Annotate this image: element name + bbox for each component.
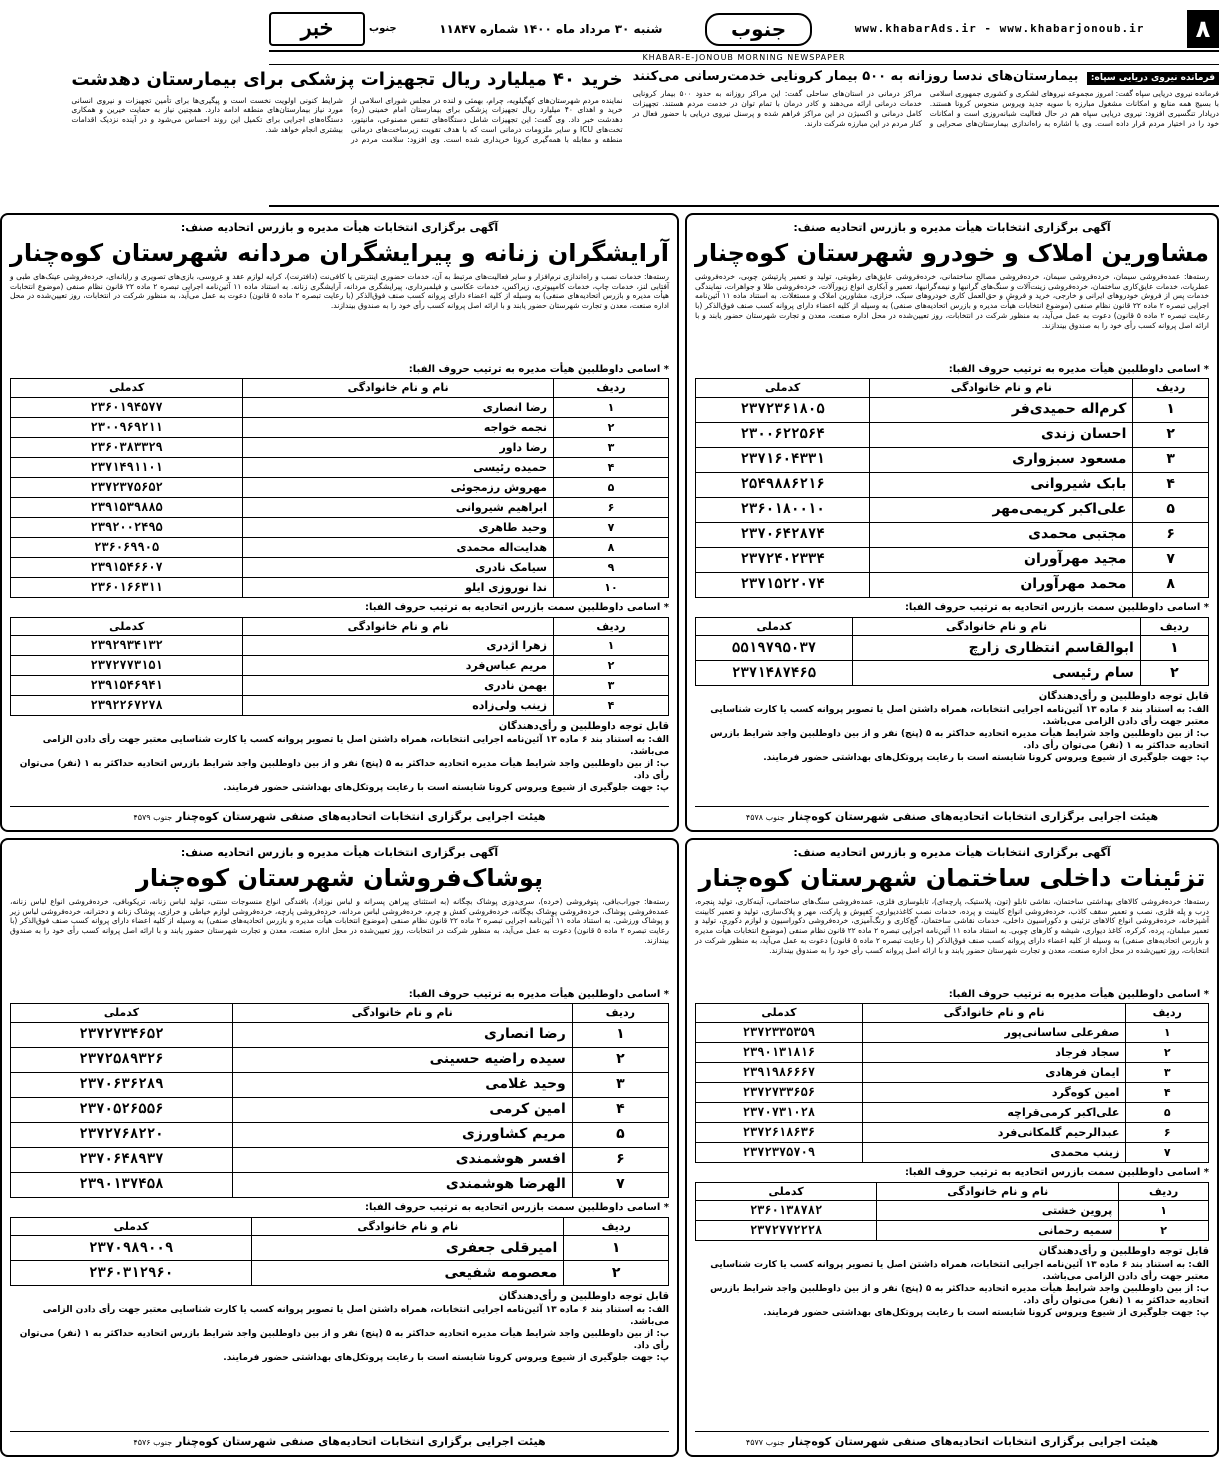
signature-text: هیئت اجرایی برگزاری انتخابات اتحادیه‌های صنفی شهرستان کوه‌چنار [176, 1435, 546, 1449]
inspector-list-heading: * اسامی داوطلبین سمت بازرس اتحادیه به ترتیب حروف الفبا: [904, 602, 1209, 613]
candidate-name: نجمه خواجه [243, 418, 554, 438]
candidate-name: احسان زندی [870, 423, 1133, 448]
ad-stamp: جنوب ۴۵۷۶ [133, 1438, 173, 1448]
ads-grid [10, 213, 1219, 1457]
table-row [11, 498, 669, 518]
signature [695, 1431, 1209, 1449]
candidate-table [695, 1003, 1209, 1163]
national-code: ۲۳۷۲۳۶۱۸۰۵ [696, 398, 870, 423]
col-code: کدملی [696, 379, 870, 398]
col-code: کدملی [11, 1217, 252, 1236]
row-number: ۲ [553, 656, 668, 676]
row-number: ۱ [553, 636, 668, 656]
col-code: کدملی [696, 1182, 877, 1201]
table-row [696, 548, 1209, 573]
table-row [11, 1148, 669, 1173]
election-ad [0, 213, 679, 832]
candidate-table [695, 378, 1209, 598]
candidate-table [10, 378, 669, 598]
table-row [11, 1073, 669, 1098]
national-code: ۲۳۶۰۱۹۴۵۷۷ [11, 398, 243, 418]
candidate-name: بهمن نادری [243, 676, 554, 696]
candidate-name: صفرعلی ساسانی‌پور [862, 1023, 1126, 1043]
row-number: ۱ [564, 1236, 669, 1261]
table-row [696, 398, 1209, 423]
table-row [11, 438, 669, 458]
ad-title: تزئینات داخلی ساختمان شهرستان کوه‌چنار [698, 863, 1206, 892]
table-row [696, 1063, 1209, 1083]
ad-stamp: جنوب ۴۵۷۹ [133, 813, 173, 823]
rule-a: الف: به استناد بند ۶ ماده ۱۳ آئین‌نامه اجرایی انتخابات، همراه داشتن اصل یا تصویر پروانه کسب یا کارت شناسایی معتبر جهت رأی دادن الزامی می‌باشد. [710, 1259, 1209, 1282]
row-number: ۱ [1140, 636, 1208, 661]
signature [10, 806, 669, 824]
col-row: ردیف [1140, 617, 1208, 636]
table-row [696, 448, 1209, 473]
signature [10, 1431, 669, 1449]
col-name: نام و نام خانوادگی [232, 1004, 572, 1023]
candidate-name: وحید غلامی [232, 1073, 572, 1098]
table-row [11, 578, 669, 598]
national-code: ۲۳۷۰۶۴۲۸۷۴ [696, 523, 870, 548]
rule-c: پ: جهت جلوگیری از شیوع ویروس کرونا شایسته است با رعایت پروتکل‌های بهداشتی حضور فرمایند. [223, 1353, 670, 1364]
national-code: ۲۳۷۱۵۲۲۰۷۴ [696, 573, 870, 598]
inspector-list-heading: * اسامی داوطلبین سمت بازرس اتحادیه به ترتیب حروف الفبا: [364, 1202, 670, 1213]
ad-scope-text: رسته‌ها: خدمات نصب و راه‌اندازی نرم‌افزار و سایر فعالیت‌های مرتبط به آن، خدمات حضوری اینترنتی یا کافی‌نت (دافترنت)، کرایه لوازم عقد و عروسی، بازی‌های تصویری و رایانه‌ای، خرده‌فروشی عینک‌های طبی و آفتابی لنز، خدمات چاپ، خدمات کامپیوتری، زیراکس، خدمات عکاسی و فیلمبرداری، پیرایشگری مردانه، آرایشگری زنانه. [10, 271, 670, 291]
notice-heading: قابل توجه داوطلبین و رأی‌دهندگان [498, 1291, 670, 1303]
row-number: ۶ [1126, 1123, 1209, 1143]
candidate-name: علی‌اکبر کرمی‌قراچه [862, 1103, 1126, 1123]
row-number: ۲ [553, 418, 668, 438]
table-row [11, 538, 669, 558]
candidate-name: سیامک نادری [243, 558, 554, 578]
candidate-name: رضا انصاری [243, 398, 554, 418]
row-number: ۱ [1133, 398, 1209, 423]
rule-a: الف: به استناد بند ۶ ماده ۱۳ آئین‌نامه اجرایی انتخابات، همراه داشتن اصل یا تصویر پروانه کسب یا کارت شناسایی معتبر جهت رأی دادن الزامی می‌باشد. [710, 704, 1209, 727]
national-code: ۲۳۷۰۷۳۱۰۲۸ [696, 1103, 863, 1123]
col-code: کدملی [11, 617, 243, 636]
col-row: ردیف [553, 617, 668, 636]
table-row [11, 518, 669, 538]
row-number: ۶ [553, 498, 668, 518]
national-code: ۲۳۹۲۲۶۷۲۷۸ [11, 696, 243, 716]
inspector-list-heading: * اسامی داوطلبین سمت بازرس اتحادیه به ترتیب حروف الفبا: [364, 602, 670, 613]
site-urls[interactable]: www.khabarAds.ir - www.khabarjonoub.ir [854, 22, 1145, 36]
col-code: کدملی [11, 1004, 233, 1023]
table-row [696, 523, 1209, 548]
row-number: ۸ [553, 538, 668, 558]
table-header [696, 617, 1209, 636]
table-row [696, 473, 1209, 498]
col-name: نام و نام خانوادگی [252, 1217, 564, 1236]
candidate-name: ایمان فرهادی [862, 1063, 1126, 1083]
national-code: ۲۳۰۰۶۲۲۵۶۴ [696, 423, 870, 448]
national-code: ۲۳۷۰۵۲۶۵۵۶ [11, 1098, 233, 1123]
row-number: ۳ [1126, 1063, 1209, 1083]
ad-scope [10, 897, 669, 985]
candidate-name: الهرضا هوشمندی [232, 1173, 572, 1198]
candidate-name: امیرقلی جعفری [252, 1236, 564, 1261]
news-kicker: فرمانده نیروی دریایی سپاه: [1087, 72, 1219, 85]
table-row [11, 696, 669, 716]
national-code: ۲۳۶۰۳۸۳۳۲۹ [11, 438, 243, 458]
national-code: ۲۳۷۲۷۳۳۶۵۶ [696, 1083, 863, 1103]
ad-election-text: به استناد ماده ۱۱ آئین‌نامه اجرایی تبصره ۲ ماده ۲۲ قانون نظام صنفی (موضوع انتخابات هیأت مدیره و بازرس اتحادیه‌های صنفی) به وسیله از کلیه اعضاء دارای پروانه کسب صنف فوق‌الذکر (با رعایت تبصره ۲ ماده ۵ قانون) دعوت به عمل می‌آید، به منظور شرکت در انتخابات، روز تعیین‌شده در محل اداره صنعت، معدن و تجارت شهرستان حضور یابند و با ارائه اصل پروانه کسب رأی خود را به صندوق بیندازند. [695, 926, 1209, 955]
candidate-name: پروین خشتی [877, 1201, 1119, 1221]
ad-scope-text: رسته‌ها: خرده‌فروشی کالاهای بهداشتی ساختمان، نقاشی تابلو (تون، پلاستیک، پارچه‌ای)، تابلوسازی فلزی، عمده‌فروشی سنگ‌های ساختمانی، آینه‌کاری، تولید پنجره، درب و پله فلزی، نصب و تعمیر سقف کاذب، خرده‌فروشی انواع کابینت و پرده، خدمات نصب کاغذدیواری، کفپوش و پارکت، مهر و پلاک‌سازی، تولید و تعمیر کابینت آشپزخانه، خرده‌فروشی انواع کالاهای تزئینی و دکوراسیون داخلی، خدمات نقاشی ساختمان، گچ‌کاری و رنگ‌آمیزی، خرده‌فروشی دکوراسیون و لوازم دکوری، تولید و تعمیر مبلمان، پرده، کرکره، کاغذ دیواری، شیشه و کارهای چوبی. [695, 896, 1209, 935]
row-number: ۲ [572, 1048, 668, 1073]
national-code: ۲۳۷۲۴۰۲۳۳۴ [696, 548, 870, 573]
national-code: ۲۳۷۲۳۷۵۷۰۹ [696, 1143, 863, 1163]
table-row [11, 1236, 669, 1261]
national-code: ۲۳۷۱۶۰۴۳۳۱ [696, 448, 870, 473]
candidate-name: ابراهیم شیروانی [243, 498, 554, 518]
row-number: ۹ [553, 558, 668, 578]
row-number: ۴ [553, 458, 668, 478]
col-row: ردیف [572, 1004, 668, 1023]
newspaper-logo [269, 12, 397, 46]
rule-c: پ: جهت جلوگیری از شیوع ویروس کرونا شایسته است با رعایت پروتکل‌های بهداشتی حضور فرمایند. [223, 783, 670, 794]
table-row [11, 558, 669, 578]
table-header [696, 379, 1209, 398]
col-name: نام و نام خانوادگی [243, 617, 554, 636]
row-number: ۴ [1126, 1083, 1209, 1103]
page-number: ۸ [1187, 10, 1219, 48]
candidate-name: مجید مهرآوران [870, 548, 1133, 573]
table-row [11, 418, 669, 438]
notice-heading: قابل توجه داوطلبین و رأی‌دهندگان [498, 721, 670, 733]
table-row [11, 1123, 669, 1148]
row-number: ۱ [553, 398, 668, 418]
candidate-name: هدایت‌اله محمدی [243, 538, 554, 558]
national-code: ۲۳۹۰۱۳۱۸۱۶ [696, 1043, 863, 1063]
signature [695, 806, 1209, 824]
ad-stamp: جنوب ۴۵۷۸ [745, 813, 785, 823]
row-number: ۷ [1126, 1143, 1209, 1163]
candidate-name: مریم کشاورزی [232, 1123, 572, 1148]
candidate-name: سجاد فرجاد [862, 1043, 1126, 1063]
col-row: ردیف [1126, 1004, 1209, 1023]
logo-sub: جنوب [369, 22, 397, 34]
national-code: ۲۳۶۰۶۹۹۰۵ [11, 538, 243, 558]
row-number: ۴ [553, 696, 668, 716]
col-name: نام و نام خانوادگی [862, 1004, 1126, 1023]
table-row [696, 498, 1209, 523]
national-code: ۲۳۷۰۶۳۶۲۸۹ [11, 1073, 233, 1098]
ad-kicker: آگهی برگزاری انتخابات هیأت مدیره و بازرس اتحادیه صنف: [793, 846, 1111, 859]
national-code: ۲۳۷۲۷۷۳۱۵۱ [11, 656, 243, 676]
national-code: ۲۳۷۰۶۴۸۹۳۷ [11, 1148, 233, 1173]
table-row [696, 1083, 1209, 1103]
row-number: ۷ [1133, 548, 1209, 573]
row-number: ۲ [1133, 423, 1209, 448]
table-row [11, 398, 669, 418]
col-row: ردیف [564, 1217, 669, 1236]
dateline: شنبه ۳۰ مرداد ماه ۱۴۰۰ شماره ۱۱۸۴۷ [439, 21, 663, 36]
candidate-name: رضا انصاری [232, 1023, 572, 1048]
table-header [11, 617, 669, 636]
candidate-name: محمد مهرآوران [870, 573, 1133, 598]
candidate-table [695, 1182, 1209, 1242]
row-number: ۳ [553, 676, 668, 696]
national-code: ۲۳۶۰۱۸۰۰۱۰ [696, 498, 870, 523]
candidate-name: وحید طاهری [243, 518, 554, 538]
candidate-name: افسر هوشمندی [232, 1148, 572, 1173]
election-ad [0, 838, 679, 1457]
news-strip [71, 65, 1219, 207]
col-name: نام و نام خانوادگی [853, 617, 1141, 636]
row-number: ۷ [553, 518, 668, 538]
col-name: نام و نام خانوادگی [870, 379, 1133, 398]
row-number: ۱۰ [553, 578, 668, 598]
national-code: ۲۳۹۰۱۳۷۴۵۸ [11, 1173, 233, 1198]
ad-scope [695, 897, 1209, 985]
row-number: ۲ [1126, 1043, 1209, 1063]
rule-b: ب: از بین داوطلبین واجد شرایط هیأت مدیره اتحادیه حداکثر به ۵ (پنج) نفر و از بین داوطلبین واجد شرایط بازرس اتحادیه حداکثر به ۱ (نفر) می‌توان رأی داد. [19, 759, 670, 782]
table-row [11, 676, 669, 696]
row-number: ۱ [1119, 1201, 1209, 1221]
table-row [696, 1043, 1209, 1063]
table-row [11, 458, 669, 478]
row-number: ۲ [1140, 661, 1208, 686]
table-row [696, 636, 1209, 661]
table-row [11, 478, 669, 498]
national-code: ۲۳۷۲۳۳۵۳۵۹ [696, 1023, 863, 1043]
board-list-heading: * اسامی داوطلبین هیأت مدیره به ترتیب حروف الفبا: [948, 988, 1209, 1000]
board-list-heading: * اسامی داوطلبین هیأت مدیره به ترتیب حروف الفبا: [948, 363, 1209, 375]
row-number: ۱ [572, 1023, 668, 1048]
row-number: ۲ [1119, 1221, 1209, 1241]
row-number: ۷ [572, 1173, 668, 1198]
table-row [11, 636, 669, 656]
row-number: ۵ [1126, 1103, 1209, 1123]
table-row [696, 573, 1209, 598]
candidate-name: مهروش رزمجوئی [243, 478, 554, 498]
candidate-name: زهرا اژدری [243, 636, 554, 656]
table-row [696, 1201, 1209, 1221]
national-code: ۲۳۷۲۷۶۸۲۲۰ [11, 1123, 233, 1148]
col-row: ردیف [1133, 379, 1209, 398]
national-code: ۲۳۷۲۶۱۸۶۳۶ [696, 1123, 863, 1143]
inspector-list-heading: * اسامی داوطلبین سمت بازرس اتحادیه به ترتیب حروف الفبا: [904, 1167, 1209, 1178]
rule-b: ب: از بین داوطلبین واجد شرایط هیأت مدیره اتحادیه حداکثر به ۵ (پنج) نفر و از بین داوطلبین واجد شرایط بازرس اتحادیه حداکثر به ۱ (نفر) می‌توان رأی داد. [710, 1284, 1209, 1307]
notice-heading: قابل توجه داوطلبین و رأی‌دهندگان [1038, 691, 1209, 703]
candidate-name: مجتبی محمدی [870, 523, 1133, 548]
candidate-name: سیده راضیه حسینی [232, 1048, 572, 1073]
ad-title: مشاورین املاک و خودرو شهرستان کوه‌چنار [695, 238, 1209, 267]
ad-scope-text: رسته‌ها: عمده‌فروشی سیمان، خرده‌فروشی سیمان، خرده‌فروشی مصالح ساختمانی، خرده‌فروشی عایق‌های رطوبتی، تولید و تعمیر پارتیشن چوبی، خرده‌فروشی عطریات، خدمات عایق‌کاری ساختمان، خرده‌فروشی زینت‌آلات و سنگ‌های گرانبها و نیمه‌گرانبها، تعمیر و آبکاری انواع زیورآلات، خرده‌فروشی طلا و جواهرات، نمایندگی خدمات پس از فروش خودروهای ایرانی و خارجی، خرید و فروش و حق‌العمل کاری خودروهای سبک، خزازی، مشاورین املاک و مستغلات. [695, 271, 1209, 301]
row-number: ۴ [1133, 473, 1209, 498]
candidate-name: زینب ولی‌زاده [243, 696, 554, 716]
col-code: کدملی [696, 1004, 863, 1023]
col-code: کدملی [11, 379, 243, 398]
national-code: ۲۳۹۱۵۴۶۹۴۱ [11, 676, 243, 696]
table-row [696, 1123, 1209, 1143]
table-header [696, 1004, 1209, 1023]
ad-election-text: به استناد ماده ۱۱ آئین‌نامه اجرایی تبصره ۲ ماده ۲۲ قانون نظام صنفی (موضوع انتخابات هیأت مدیره و بازرس اتحادیه‌های صنفی) به وسیله از کلیه اعضاء دارای پروانه کسب صنف فوق‌الذکر (با رعایت تبصره ۲ ماده ۵ قانون) دعوت به عمل می‌آید، به منظور شرکت در انتخابات، روز تعیین‌شده در محل اداره صنعت، معدن و تجارت شهرستان حضور یابند و با ارائه اصل پروانه کسب رأی خود را به صندوق بیندازند. [695, 291, 1210, 330]
national-code: ۲۳۷۰۹۸۹۰۰۹ [11, 1236, 252, 1261]
rule-c: پ: جهت جلوگیری از شیوع ویروس کرونا شایسته است با رعایت پروتکل‌های بهداشتی حضور فرمایند. [763, 1308, 1209, 1319]
ad-scope [10, 272, 669, 360]
candidate-table [10, 1217, 669, 1287]
national-code: ۲۳۰۰۹۶۹۲۱۱ [11, 418, 243, 438]
news-article-right [633, 69, 1219, 205]
national-code: ۲۳۶۰۱۳۸۷۸۲ [696, 1201, 877, 1221]
rule-a: الف: به استناد بند ۶ ماده ۱۳ آئین‌نامه اجرایی انتخابات، همراه داشتن اصل یا تصویر پروانه کسب یا کارت شناسایی معتبر جهت رأی دادن الزامی می‌باشد. [42, 734, 670, 757]
candidate-name: حمیده رئیسی [243, 458, 554, 478]
candidate-name: معصومه شفیعی [252, 1261, 564, 1286]
row-number: ۱ [1126, 1023, 1209, 1043]
candidate-name: مسعود سبزواری [870, 448, 1133, 473]
national-code: ۲۳۹۱۵۳۹۸۸۵ [11, 498, 243, 518]
election-ad [685, 838, 1219, 1457]
col-name: نام و نام خانوادگی [877, 1182, 1119, 1201]
row-number: ۵ [1133, 498, 1209, 523]
masthead [269, 8, 1219, 52]
signature-text: هیئت اجرایی برگزاری انتخابات اتحادیه‌های صنفی شهرستان کوه‌چنار [788, 810, 1159, 824]
table-row [696, 1143, 1209, 1163]
table-row [11, 1261, 669, 1286]
table-row [11, 1173, 669, 1198]
col-name: نام و نام خانوادگی [243, 379, 554, 398]
national-code: ۲۳۹۱۹۸۶۶۶۷ [696, 1063, 863, 1083]
ad-election-text: به استناد ماده ۱۱ آئین‌نامه اجرایی تبصره ۲ ماده ۲۲ قانون نظام صنفی (موضوع انتخابات هیأت مدیره و بازرس اتحادیه‌های صنفی) به وسیله از کلیه اعضاء دارای پروانه کسب صنف فوق‌الذکر (با رعایت تبصره ۲ ماده ۵ قانون) دعوت به عمل می‌آید، به منظور شرکت در انتخابات، روز تعیین‌شده در محل اداره صنعت، معدن و تجارت شهرستان حضور یابند و با ارائه اصل پروانه کسب رأی خود را به صندوق بیندازند. [10, 281, 670, 310]
logo-text: خبر [269, 12, 365, 46]
row-number: ۳ [572, 1073, 668, 1098]
rule-b: ب: از بین داوطلبین واجد شرایط هیأت مدیره اتحادیه حداکثر به ۵ (پنج) نفر و از بین داوطلبین واجد شرایط بازرس اتحادیه حداکثر به ۱ (نفر) می‌توان رأی داد. [19, 1329, 670, 1352]
candidate-name: امین کرمی [232, 1098, 572, 1123]
candidate-name: مریم عباس‌فرد [243, 656, 554, 676]
news-article-left [71, 69, 622, 205]
col-row: ردیف [1119, 1182, 1209, 1201]
table-header [11, 1217, 669, 1236]
ad-title: آرایشگران زنانه و پیرایشگران مردانه شهرستان کوه‌چنار [10, 238, 670, 267]
national-code: ۲۳۷۲۵۸۹۳۲۶ [11, 1048, 233, 1073]
news-body-right: فرمانده نیروی دریایی سپاه گفت: امروز مجموعه نیروهای لشکری و کشوری جمهوری اسلامی با بسیج همه منابع و امکانات مشغول مبارزه با سویه جدید ویروس منحوس کرونا هستند. دریادار تنگسیری افزود: نیروی دریایی سپاه هم در حال فعالیت شبانه‌روزی است و امکانات خود را در اختیار مردم قرار داده است. وی با اشاره به راه‌اندازی بیمارستان‌های صحرایی و مراکز درمانی در استان‌های ساحلی گفت: این مراکز روزانه به حدود ۵۰۰ بیمار کرونایی خدمات درمانی ارائه می‌دهند و کادر درمان با تمام توان در خدمت مردم هستند. تجهیزات کامل درمانی و اکسیژن در این مراکز فراهم شده و پرسنل نیروی دریایی با حضور فعال در کنار مردم در این مبارزه شرکت دارند. [632, 89, 1219, 128]
candidate-name: کرم‌اله حمیدی‌فر [870, 398, 1133, 423]
table-row [11, 1048, 669, 1073]
row-number: ۶ [572, 1148, 668, 1173]
rule-c: پ: جهت جلوگیری از شیوع ویروس کرونا شایسته است با رعایت پروتکل‌های بهداشتی حضور فرمایند. [763, 753, 1209, 764]
candidate-table [695, 617, 1209, 687]
row-number: ۲ [564, 1261, 669, 1286]
news-title-right [633, 69, 1219, 85]
row-number: ۳ [1133, 448, 1209, 473]
candidate-name: زینب محمدی [862, 1143, 1126, 1163]
candidate-name: ابوالقاسم انتظاری زارچ [853, 636, 1141, 661]
candidate-name: رضا داور [243, 438, 554, 458]
row-number: ۴ [572, 1098, 668, 1123]
table-header [696, 1182, 1209, 1201]
national-code: ۵۵۱۹۷۹۵۰۳۷ [696, 636, 853, 661]
table-row [696, 1103, 1209, 1123]
national-code: ۲۵۴۹۸۸۶۲۱۶ [696, 473, 870, 498]
ad-scope [695, 272, 1209, 360]
signature-text: هیئت اجرایی برگزاری انتخابات اتحادیه‌های صنفی شهرستان کوه‌چنار [176, 810, 546, 824]
candidate-name: علی‌اکبر کریمی‌مهر [870, 498, 1133, 523]
signature-text: هیئت اجرایی برگزاری انتخابات اتحادیه‌های صنفی شهرستان کوه‌چنار [788, 1435, 1159, 1449]
board-list-heading: * اسامی داوطلبین هیأت مدیره به ترتیب حروف الفبا: [408, 363, 670, 375]
newspaper-page [10, 0, 1229, 1449]
candidate-name: امین کوه‌گرد [862, 1083, 1126, 1103]
ad-election-text: به استناد ماده ۱۱ آئین‌نامه اجرایی تبصره ۲ ماده ۲۲ قانون نظام صنفی (موضوع انتخابات هیأت مدیره و بازرس اتحادیه‌های صنفی) به وسیله از کلیه اعضاء دارای پروانه کسب صنف فوق‌الذکر (با رعایت تبصره ۲ ماده ۵ قانون) دعوت به عمل می‌آید، به منظور شرکت در انتخابات، روز تعیین‌شده در محل اداره صنعت، معدن و تجارت شهرستان حضور یابند و با ارائه اصل پروانه کسب رأی خود را به صندوق بیندازند. [10, 916, 670, 945]
election-ad [685, 213, 1219, 832]
candidate-name: سمیه رحمانی [877, 1221, 1119, 1241]
national-code: ۲۳۷۱۴۸۷۴۶۵ [696, 661, 853, 686]
table-row [696, 661, 1209, 686]
candidate-name: عبدالرحیم گلمکانی‌فرد [862, 1123, 1126, 1143]
table-row [696, 1023, 1209, 1043]
national-code: ۲۳۹۱۵۴۶۶۰۷ [11, 558, 243, 578]
ad-scope-text: رسته‌ها: جوراب‌بافی، پتوفروشی (خرده)، سری‌دوزی پوشاک بچگانه (به استثنای پیراهن پسرانه و لباس نوزاد)، بافندگی انواع منسوجات سنتی، تولید لباس زنانه، تریکوبافی، خرده‌فروشی انواع لباس زنانه، عمده‌فروشی پوشاک، خرده‌فروشی پوشاک بچگانه، خرده‌فروشی کفش و چرم، خرده‌فروشی لباس مردانه، خرده‌فروشی پارچه، خرده‌فروشی لوازم خیاطی و خرازی، پوشاک زنانه و دخترانه، خرده‌فروشی لباس زیر و پوشاک ورزشی. [10, 896, 670, 926]
candidate-name: ندا نوروزی ایلو [243, 578, 554, 598]
national-code: ۲۳۹۲۰۰۲۴۹۵ [11, 518, 243, 538]
national-code: ۲۳۷۲۳۷۵۶۵۲ [11, 478, 243, 498]
table-row [696, 1221, 1209, 1241]
rule-b: ب: از بین داوطلبین واجد شرایط هیأت مدیره اتحادیه حداکثر به ۵ (پنج) نفر و از بین داوطلبین واجد شرایط بازرس اتحادیه حداکثر به ۱ (نفر) می‌توان رأی داد. [710, 729, 1209, 752]
national-code: ۲۳۶۰۳۱۲۹۶۰ [11, 1261, 252, 1286]
table-header [11, 379, 669, 398]
notice-heading: قابل توجه داوطلبین و رأی‌دهندگان [1038, 1246, 1209, 1258]
section-title: جنوب [705, 13, 812, 46]
board-list-heading: * اسامی داوطلبین هیأت مدیره به ترتیب حروف الفبا: [408, 988, 670, 1000]
ad-kicker: آگهی برگزاری انتخابات هیأت مدیره و بازرس اتحادیه صنف: [180, 221, 499, 234]
table-row [696, 423, 1209, 448]
candidate-table [10, 1003, 669, 1198]
ad-kicker: آگهی برگزاری انتخابات هیأت مدیره و بازرس اتحادیه صنف: [793, 221, 1111, 234]
national-code: ۲۳۷۲۷۳۴۶۵۲ [11, 1023, 233, 1048]
news-body-left: نماینده مردم شهرستان‌های کهگیلویه، چرام، بهمئی و لنده در مجلس شورای اسلامی از خرید و اهدای ۴۰ میلیارد ریال تجهیزات پزشکی برای بیمارستان امام خمینی (ره) دهدشت خبر داد. وی گفت: این تجهیزات شامل دستگاه‌های تنفس مصنوعی، مانیتور، تخت‌های ICU و سایر ملزومات درمانی است که با هدف تقویت زیرساخت‌های درمانی منطقه و مقابله با همه‌گیری کرونا خریداری شده است. وی افزود: سلامت مردم در شرایط کنونی اولویت نخست است و پیگیری‌ها برای تأمین تجهیزات و نیروی انسانی مورد نیاز بیمارستان‌های منطقه ادامه دارد. همچنین نیاز به حمایت خیرین و همکاری دستگاه‌های اجرایی برای تکمیل این روند احساس می‌شود و در آینده نزدیک اقدامات بیشتری انجام خواهد شد. [71, 95, 623, 144]
row-number: ۶ [1133, 523, 1209, 548]
national-code: ۲۳۹۲۹۳۴۱۳۲ [11, 636, 243, 656]
row-number: ۵ [572, 1123, 668, 1148]
candidate-name: سام رئیسی [853, 661, 1141, 686]
national-code: ۲۳۶۰۱۶۶۳۱۱ [11, 578, 243, 598]
col-row: ردیف [553, 379, 668, 398]
national-code: ۲۳۷۱۴۹۱۱۰۱ [11, 458, 243, 478]
col-code: کدملی [696, 617, 853, 636]
rule-a: الف: به استناد بند ۶ ماده ۱۳ آئین‌نامه اجرایی انتخابات، همراه داشتن اصل یا تصویر پروانه کسب یا کارت شناسایی معتبر جهت رأی دادن الزامی می‌باشد. [42, 1304, 670, 1327]
candidate-name: بابک شیروانی [870, 473, 1133, 498]
ad-stamp: جنوب ۴۵۷۷ [745, 1438, 785, 1448]
table-header [11, 1004, 669, 1023]
ad-title: پوشاک‌فروشان شهرستان کوه‌چنار [136, 863, 543, 892]
table-row [11, 1023, 669, 1048]
row-number: ۳ [553, 438, 668, 458]
news-headline-left: خرید ۴۰ میلیارد ریال تجهیزات پزشکی برای بیمارستان دهدشت [71, 69, 623, 90]
national-code: ۲۳۷۲۷۷۲۲۲۸ [696, 1221, 877, 1241]
row-number: ۸ [1133, 573, 1209, 598]
subhead: KHABAR-E-JONOUB MORNING NEWSPAPER [269, 52, 1219, 65]
table-row [11, 1098, 669, 1123]
news-headline-right: بیمارستان‌های ندسا روزانه به ۵۰۰ بیمار کرونایی خدمت‌رسانی می‌کنند [632, 69, 1079, 84]
candidate-table [10, 617, 669, 717]
ad-kicker: آگهی برگزاری انتخابات هیأت مدیره و بازرس اتحادیه صنف: [180, 846, 499, 859]
row-number: ۵ [553, 478, 668, 498]
table-row [11, 656, 669, 676]
